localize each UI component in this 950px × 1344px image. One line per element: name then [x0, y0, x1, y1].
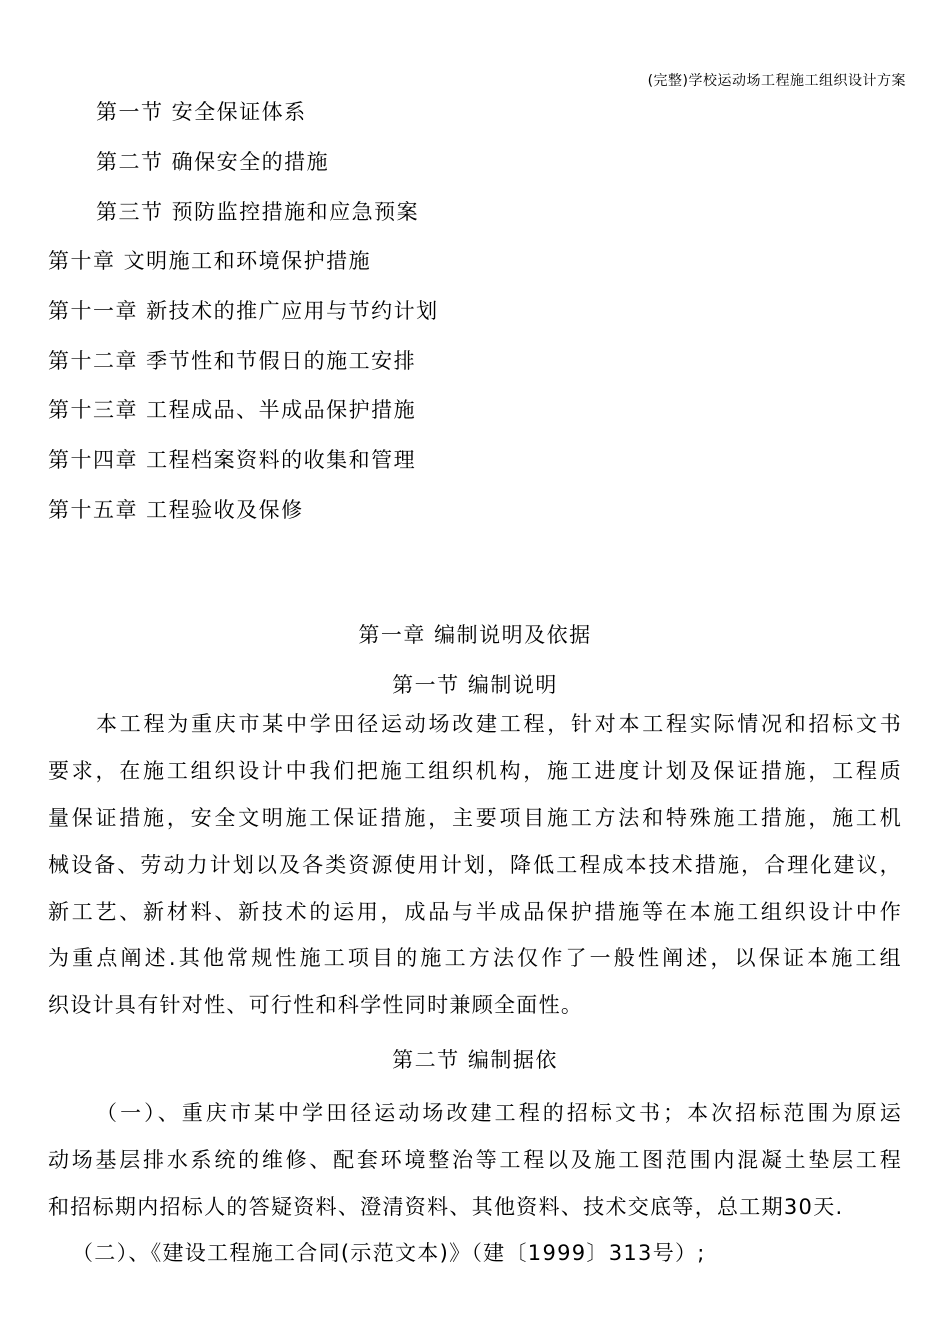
toc-chapter-item: 第十二章 季节性和节假日的施工安排	[48, 349, 417, 373]
body-paragraph-line: 新工艺、新材料、新技术的运用，成品与半成品保护措施等在本施工组织设计中作	[48, 900, 902, 924]
toc-section-item: 第二节 确保安全的措施	[96, 150, 330, 174]
toc-section-item: 第三节 预防监控措施和应急预案	[96, 200, 420, 224]
body-paragraph-line: 为重点阐述.其他常规性施工项目的施工方法仅作了一般性阐述，以保证本施工组	[48, 946, 902, 970]
body-paragraph-line: 要求，在施工组织设计中我们把施工组织机构，施工进度计划及保证措施，工程质	[48, 759, 902, 783]
body-paragraph-line: 械设备、劳动力计划以及各类资源使用计划，降低工程成本技术措施，合理化建议，	[48, 853, 902, 877]
body-paragraph-line: 和招标期内招标人的答疑资料、澄清资料、其他资料、技术交底等，总工期30天.	[48, 1195, 844, 1219]
section-heading: 第一节 编制说明	[392, 673, 558, 697]
toc-chapter-item: 第十四章 工程档案资料的收集和管理	[48, 448, 417, 472]
body-paragraph-line: 动场基层排水系统的维修、配套环境整治等工程以及施工图范围内混凝土垫层工程	[48, 1148, 902, 1172]
toc-chapter-item: 第十五章 工程验收及保修	[48, 498, 304, 522]
toc-chapter-item: 第十三章 工程成品、半成品保护措施	[48, 398, 417, 422]
toc-chapter-item: 第十一章 新技术的推广应用与节约计划	[48, 299, 439, 323]
page-header: (完整)学校运动场工程施工组织设计方案	[647, 73, 906, 89]
body-paragraph-line: （二）、《建设工程施工合同(示范文本)》（建〔1999〕313号）;	[72, 1241, 706, 1265]
section-heading: 第二节 编制据依	[392, 1048, 558, 1072]
toc-chapter-item: 第十章 文明施工和环境保护措施	[48, 249, 372, 273]
body-paragraph-line: 量保证措施，安全文明施工保证措施，主要项目施工方法和特殊施工措施，施工机	[48, 806, 902, 830]
toc-section-item: 第一节 安全保证体系	[96, 100, 307, 124]
chapter-heading: 第一章 编制说明及依据	[358, 623, 592, 647]
body-paragraph-line: 本工程为重庆市某中学田径运动场改建工程，针对本工程实际情况和招标文书	[96, 712, 902, 736]
body-paragraph-line: （一）、重庆市某中学田径运动场改建工程的招标文书；本次招标范围为原运	[96, 1101, 902, 1125]
body-paragraph-line: 织设计具有针对性、可行性和科学性同时兼顾全面性。	[48, 993, 584, 1017]
